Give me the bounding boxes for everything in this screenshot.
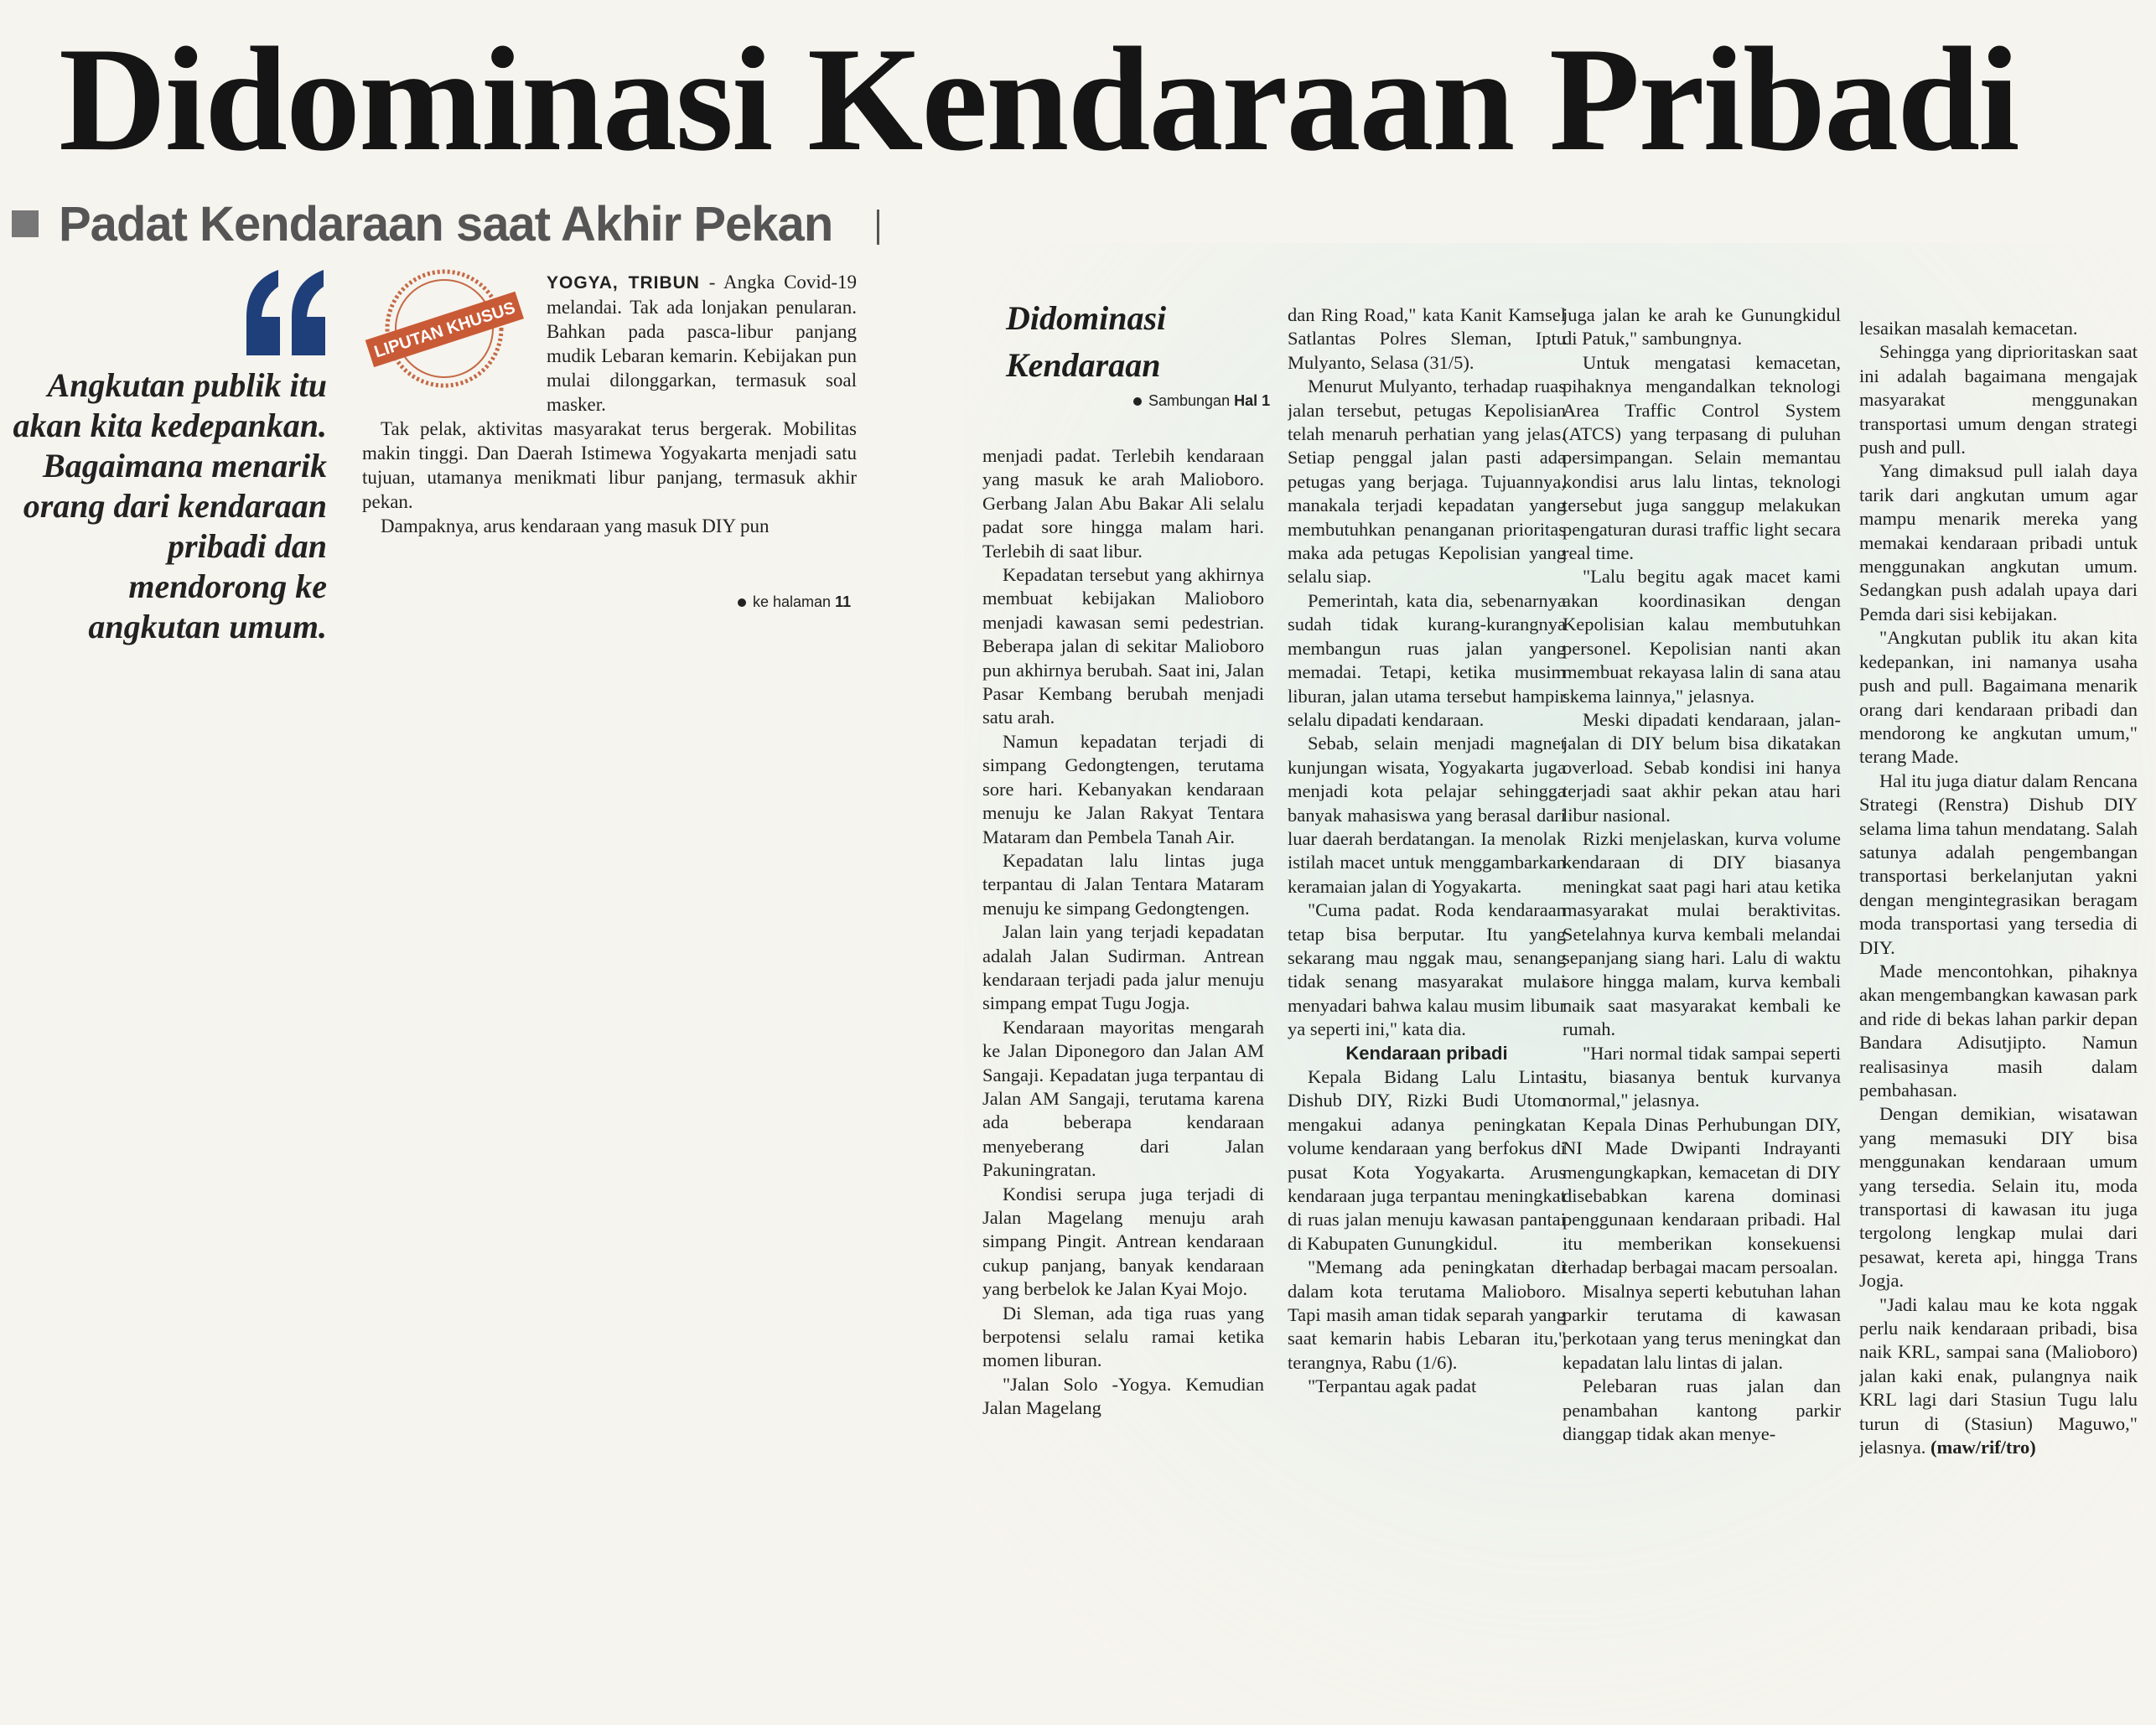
- paragraph: Meski dipadati kendaraan, jalan-jalan di DIY belum bisa dikatakan overload. Sebab kondisi ini hanya terjadi saat akhir pekan atau hari libur nasional.: [1563, 708, 1841, 826]
- lede-text: - Angka Covid-19 melandai. Tak ada lonjakan penularan. Bahkan pada pasca-libur panjang mudik Lebaran kemarin. Kebijakan pun mulai dilonggarkan, termasuk soal masker.: [547, 272, 857, 415]
- continue-reference: [738, 593, 851, 611]
- paragraph: Kepala Dinas Perhubungan DIY, NI Made Dwipanti Indrayanti mengungkapkan, kemacetan di DIY disebabkan karena dominasi penggunaan kendaraan pribadi. Hal itu memberikan konsekuensi terhadap berbagai macam persoalan.: [1563, 1113, 1841, 1278]
- paragraph: Hal itu juga diatur dalam Rencana Strategi (Renstra) Dishub DIY selama lima tahun mendatang. Salah satunya adalah pengembangan transportasi berkelanjutan yakni dengan mengintegrasikan beragam moda transportasi yang tersedia di DIY.: [1859, 769, 2138, 958]
- headline: Didominasi Kendaraan Pribadi: [59, 16, 2019, 182]
- paragraph: "Angkutan publik itu akan kita kedepankan, ini namanya usaha push and pull. Bagaimana menarik orang dari kendaraan pribadi dan mendorong ke angkutan umum," terang Made.: [1859, 627, 2138, 768]
- article-column-2: [1288, 303, 1566, 1720]
- paragraph: "Hari normal tidak sampai seperti itu, biasanya bentuk kurvanya normal," jelasnya.: [1563, 1042, 1841, 1111]
- subhead-rule: [877, 210, 879, 245]
- jump-ref-page: Hal 1: [1234, 392, 1271, 409]
- subheadline: [12, 194, 832, 253]
- paragraph: Menurut Mulyanto, terhadap ruas jalan tersebut, petugas Kepolisian telah menaruh perhatian yang jelas. Setiap penggal jalan pasti ada petugas yang berjaga. Tujuannya, manakala terjadi kepadatan yang membutuhkan penanganan prioritas maka ada petugas Kepolisian yang selalu siap.: [1288, 376, 1566, 588]
- paragraph: Misalnya seperti kebutuhan lahan parkir terutama di kawasan perkotaan yang terus meningkat dan kepadatan lalu lintas di jalan.: [1563, 1280, 1841, 1373]
- paragraph: Kepadatan lalu lintas juga terpantau di Jalan Tentara Mataram menuju ke simpang Gedongtengen.: [982, 849, 1264, 919]
- lede-article: [362, 270, 857, 538]
- paragraph: Dengan demikian, wisatawan yang memasuki DIY bisa menggunakan kendaraan umum yang tersedia. Selain itu, moda transportasi di kawasan itu juga tergolong lengkap mulai dari pesawat, kereta api, hingga Trans Jogja.: [1859, 1103, 2138, 1292]
- jump-ref-text: Sambungan: [1148, 392, 1231, 409]
- lede-paragraph: [547, 270, 857, 417]
- paragraph: Sebab, selain menjadi magnet kunjungan wisata, Yogyakarta juga menjadi kota pelajar sehingga banyak mahasiswa yang berasal dari luar daerah berdatangan. Ia menolak istilah macet untuk menggambarkan keramaian jalan di Yogyakarta.: [1288, 733, 1566, 897]
- paragraph: Kepadatan tersebut yang akhirnya membuat kebijakan Malioboro menjadi kawasan semi pedestrian. Beberapa jalan di sekitar Malioboro pun akhirnya berubah. Saat ini, Jalan Pasar Kembang berubah menjadi satu arah.: [982, 564, 1264, 728]
- paragraph: Pemerintah, kata dia, sebenarnya sudah tidak kurang-kurangnya membangun ruas jalan yang memadai. Tetapi, ketika musim liburan, jalan utama tersebut hampir selalu dipadati kendaraan.: [1288, 589, 1566, 730]
- paragraph: Kondisi serupa juga terjadi di Jalan Magelang menuju arah simpang Pingit. Antrean kendaraan cukup panjang, banyak kendaraan yang berbelok ke Jalan Kyai Mojo.: [982, 1183, 1264, 1300]
- continue-page: 11: [835, 593, 852, 610]
- section-subhead: Kendaraan pribadi: [1345, 1042, 1508, 1064]
- paragraph-text: "Jadi kalau mau ke kota nggak perlu naik kendaraan pribadi, bisa naik KRL, sampai sana (Malioboro) jalan kaki enak, pulangnya naik KRL lagi dari Stasiun Tugu lalu turun di (Stasiun) Maguwo," jelasnya.: [1859, 1293, 2138, 1458]
- paragraph: Pelebaran ruas jalan dan penambahan kantong parkir dianggap tidak akan menye-: [1563, 1375, 1841, 1445]
- badge-text: LIPUTAN KHUSUS: [371, 298, 518, 362]
- article-column-1: [982, 444, 1264, 1718]
- pull-quote: Angkutan publik itu akan kita kedepankan. Bagaimana menarik orang dari kendaraan pribadi dan mendorong ke angkutan umum.: [13, 366, 327, 645]
- bullet-dot-icon: [738, 598, 746, 607]
- lede-paragraph: Tak pelak, aktivitas masyarakat terus bergerak. Mobilitas makin tinggi. Dan Daerah Istimewa Yogyakarta menjadi satu tujuan, utamanya menikmati libur panjang, termasuk akhir pekan.: [362, 418, 857, 512]
- lede-paragraph: Dampaknya, arus kendaraan yang masuk DIY pun: [381, 515, 770, 536]
- dateline: YOGYA, TRIBUN: [547, 273, 700, 293]
- paragraph: "Cuma padat. Roda kendaraan tetap bisa berputar. Itu yang sekarang mau nggak mau, senang tidak senang masyarakat mulai menyadari bahwa kalau musim libur ya seperti ini," kata dia.: [1288, 899, 1566, 1040]
- paragraph: Namun kepadatan terjadi di simpang Gedongtengen, terutama sore hari. Kebanyakan kendaraan menuju ke Jalan Rakyat Tentara Mataram dan Pembela Tanah Air.: [982, 730, 1264, 847]
- paragraph: Kendaraan mayoritas mengarah ke Jalan Diponegoro dan Jalan AM Sangaji. Kepadatan juga terpantau di Jalan AM Sangaji, terutama karena ada beberapa kendaraan menyeberang dari Jalan Pakuningratan.: [982, 1016, 1264, 1181]
- jump-title: Didominasi Kendaraan: [1006, 299, 1167, 384]
- paragraph: menjadi padat. Terlebih kendaraan yang masuk ke arah Malioboro. Gerbang Jalan Abu Bakar Ali selalu padat sore hingga malam hari. Terlebih di saat libur.: [982, 445, 1264, 562]
- continue-text: ke halaman: [753, 593, 832, 610]
- paragraph: dan Ring Road," kata Kanit Kamsel Satlantas Polres Sleman, Iptu Mulyanto, Selasa (31/5).: [1288, 304, 1566, 373]
- paragraph: Rizki menjelaskan, kurva volume kendaraan di DIY biasanya meningkat saat pagi hari atau ketika masyarakat mulai beraktivitas. Setelahnya kurva kembali melandai sepanjang siang hari. Lalu di waktu sore hingga malam, kurva kembali naik saat masyarakat kembali ke rumah.: [1563, 827, 1841, 1040]
- paragraph: "Memang ada peningkatan di dalam kota terutama Malioboro. Tapi masih aman tidak separah yang saat kemarin habis Lebaran itu," terangnya, Rabu (1/6).: [1288, 1256, 1566, 1373]
- subheadline-text: Padat Kendaraan saat Akhir Pekan: [59, 196, 833, 251]
- paragraph: "Jalan Solo -Yogya. Kemudian Jalan Magelang: [982, 1373, 1264, 1419]
- jump-reference: [1133, 392, 1270, 410]
- paragraph: Jalan lain yang terjadi kepadatan adalah Jalan Sudirman. Antrean kendaraan terjadi pada jalur menuju simpang empat Tugu Jogja.: [982, 921, 1264, 1014]
- paragraph: Made mencontohkan, pihaknya akan mengembangkan kawasan park and ride di bekas lahan parkir depan Bandara Adisutjipto. Namun realisasinya masih dalam pembahasan.: [1859, 960, 2138, 1101]
- bullet-dot-icon: [1133, 397, 1142, 406]
- paragraph: juga jalan ke arah ke Gunungkidul di Patuk," sambungnya.: [1563, 304, 1841, 350]
- bullet-square-icon: [12, 210, 39, 237]
- article-column-3: [1563, 303, 1841, 1720]
- paragraph: Yang dimaksud pull ialah daya tarik dari angkutan umum agar mampu menarik mereka yang memakai kendaraan pribadi untuk menggunakan angkutan umum. Sedangkan push adalah upaya dari Pemda dari sisi kebijakan.: [1859, 460, 2138, 624]
- paragraph: "Terpantau agak padat: [1308, 1375, 1477, 1397]
- quote-icon: [240, 265, 332, 357]
- paragraph: Untuk mengatasi kemacetan, pihaknya mengandalkan teknologi Area Traffic Control System (ATCS) yang terpasang di puluhan persimpangan. Selain memantau kondisi arus lalu lintas, teknologi tersebut juga sanggup melakukan pengaturan durasi traffic light secara real time.: [1563, 351, 1841, 564]
- byline: (maw/rif/tro): [1930, 1437, 2036, 1458]
- paragraph: "Lalu begitu agak macet kami akan koordinasikan dengan Kepolisian kalau membutuhkan personel. Kepolisian nanti akan membuat rekayasa lalin di sana atau skema lainnya," jelasnya.: [1563, 566, 1841, 707]
- paragraph: Di Sleman, ada tiga ruas yang berpotensi selalu ramai ketika momen liburan.: [982, 1302, 1264, 1371]
- paragraph: [1859, 1293, 2138, 1460]
- article-column-4: [1859, 317, 2138, 1725]
- paragraph: Sehingga yang diprioritaskan saat ini adalah bagaimana mengajak masyarakat menggunakan transportasi umum dengan strategi push and pull.: [1859, 341, 2138, 458]
- paragraph: Kepala Bidang Lalu Lintas Dishub DIY, Rizki Budi Utomo mengakui adanya peningkatan volume kendaraan yang berfokus di pusat Kota Yogyakarta. Arus kendaraan juga terpantau meningkat di ruas jalan menuju kawasan pantai di Kabupaten Gunungkidul.: [1288, 1066, 1566, 1254]
- paragraph: lesaikan masalah kemacetan.: [1859, 318, 2078, 339]
